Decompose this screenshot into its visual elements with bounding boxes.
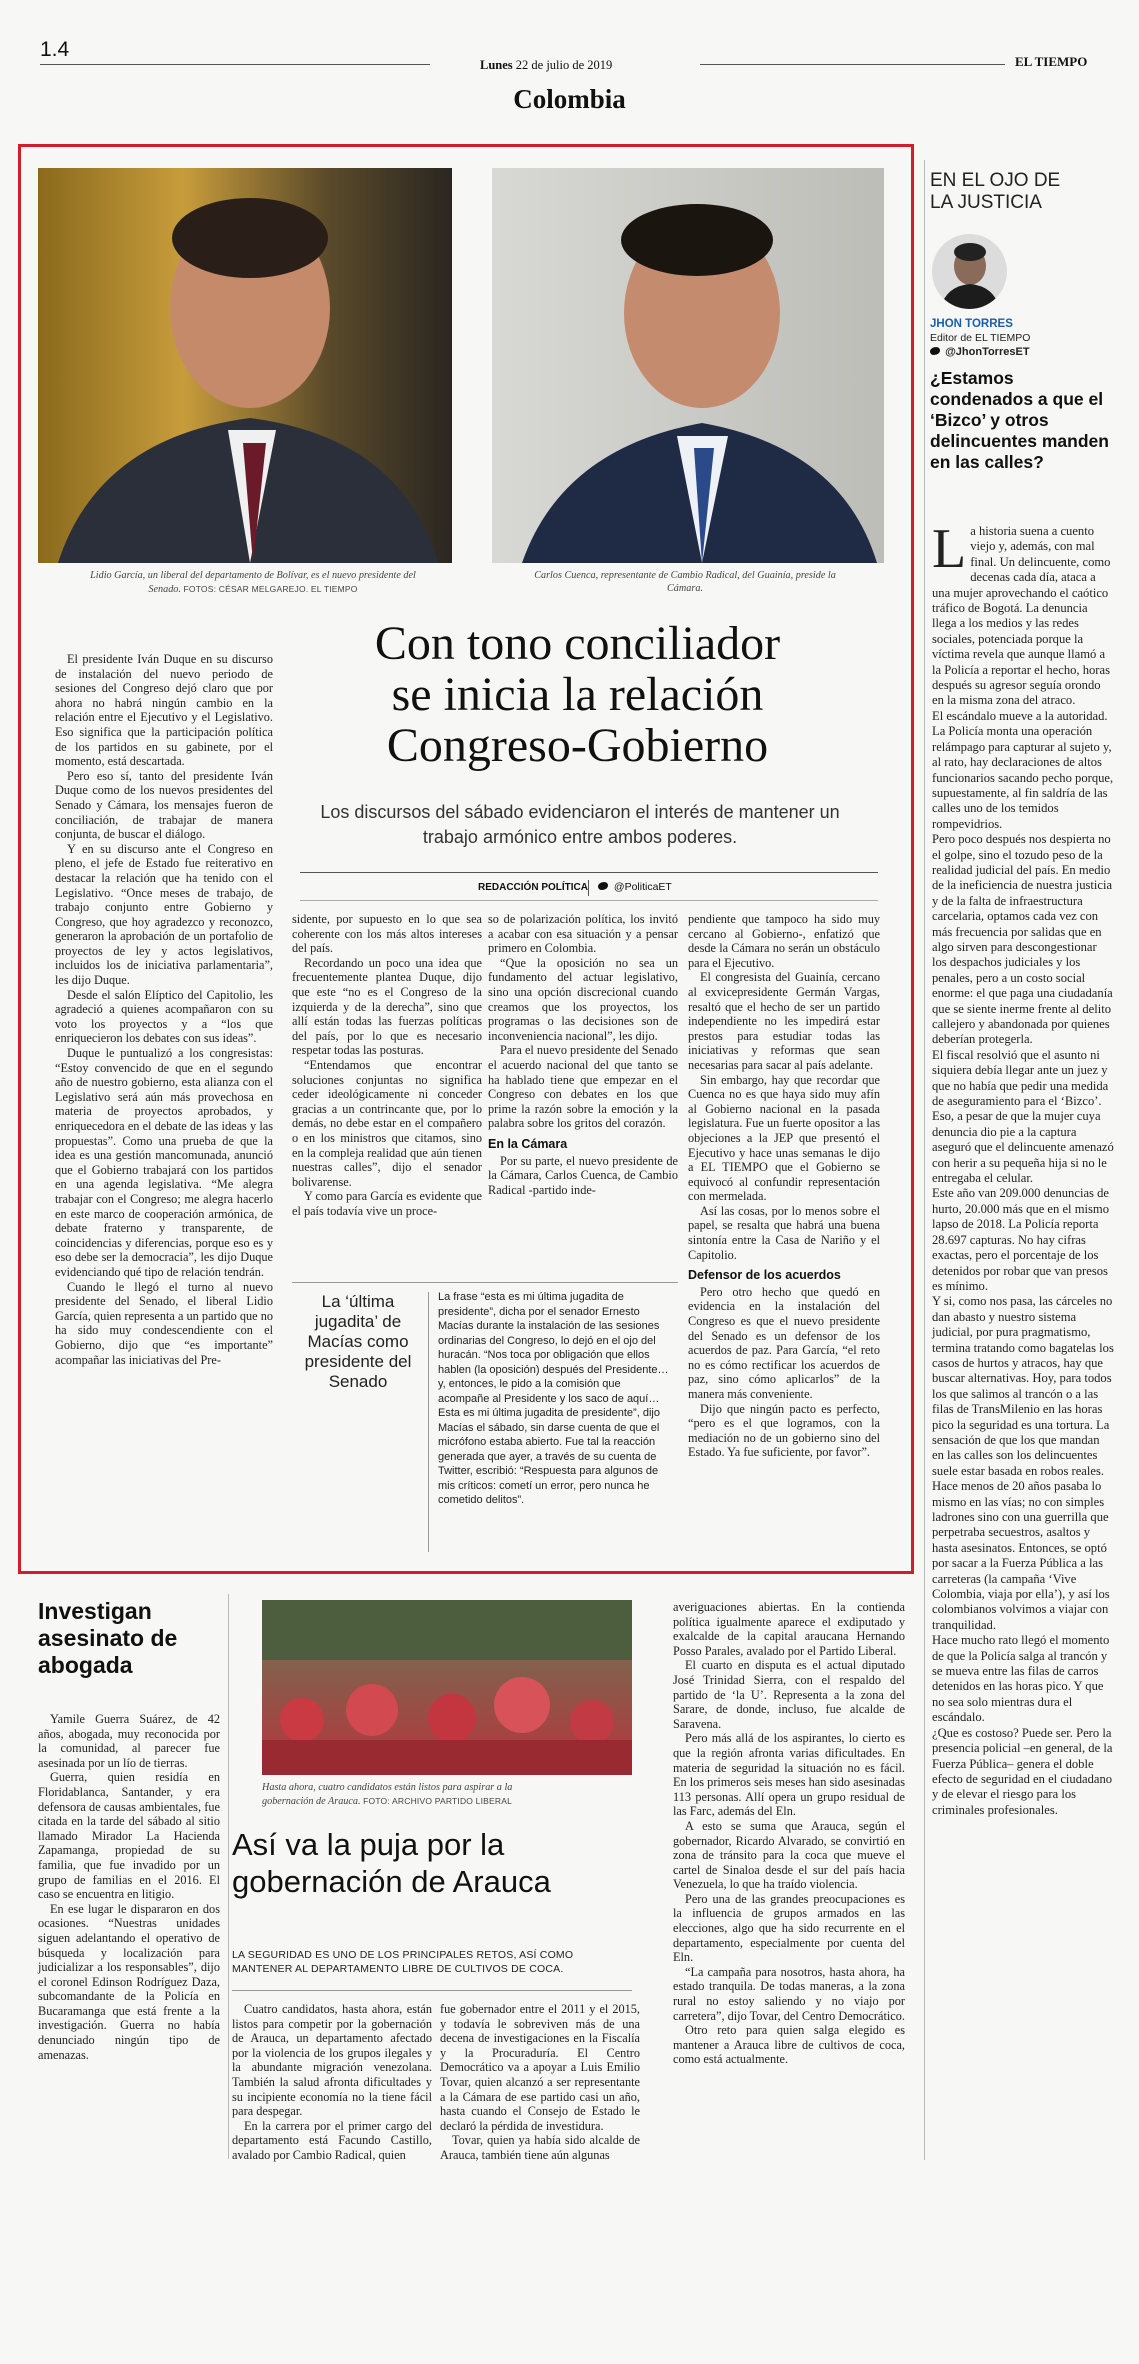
byline-rule-bottom — [300, 900, 878, 901]
pullquote-rule-top — [292, 1282, 678, 1283]
story3-column-2: fue gobernador entre el 2011 y el 2015, y todavía le sobreviven más de una decena de investigaciones en la Fiscalía y la Procuraduría. El Centro Democrático va a apoyar a Luis Emilio Tovar, quien alcanzó a ser representante a la Cámara de ese partido casi un año, hasta cuando el Consejo de Estado le declaró la pérdida de investidura. Tovar, quien ya había sido alcalde de Arauca, también tiene aún algunas — [440, 2002, 640, 2162]
columnist-role: Editor de EL TIEMPO — [930, 332, 1031, 344]
story3-column-1: Cuatro candidatos, hasta ahora, están listos para competir por la gobernación de Arauca, un departamento afectado por la violencia de los grupos ilegales y la abundante migración venezolana. También la salud afronta dificultades y su incipiente economía no la tiene fácil para despegar. En la carrera por el primer cargo del departamento está Facundo Castillo, avalado por Cambio Radical, quien — [232, 2002, 432, 2162]
story3-photo-credit: FOTO: ARCHIVO PARTIDO LIBERAL — [363, 1795, 513, 1806]
paper-name: EL TIEMPO — [1015, 54, 1088, 69]
masthead-rule-right — [700, 64, 1005, 65]
byline-divider — [588, 880, 589, 896]
byline-twitter[interactable]: @PoliticaET — [598, 881, 672, 893]
page-number: 1.4 — [40, 38, 70, 61]
main-deck: Los discursos del sábado evidenciaron el interés de mantener un trabajo armónico entre ambos poderes. — [320, 802, 840, 847]
main-headline: Con tono conciliador se inicia la relación Congreso-Gobierno — [374, 617, 781, 772]
main-column-3: so de polarización política, los invitó a acabar con esa situación y a pensar primero en Colombia. “Que la oposición no sea un fundamento del actuar legislativo, sino una opción discrecional cuando creamos que los proyectos, los programas o las decisiones son de inconveniencia nacional”, les dijo. Para el nuevo presidente del Senado el acuerdo nacional del que tanto se ha hablado tiene que empezar en el Congreso con debates en los que prime la razón sobre la emoción y la palabra sobre los gritos del corazón. En la Cámara Por su parte, el nuevo presidente de la Cámara, Carlos Cuenca, de Cambio Radical -partido inde- — [488, 912, 678, 1197]
column-headline: ¿Estamos condenados a que el ‘Bizco’ y otros delincuentes manden en las calles? — [930, 368, 1109, 472]
dropcap: L — [932, 518, 967, 580]
story2-body: Yamile Guerra Suárez, de 42 años, abogada, muy reconocida por la comunidad, al parecer fue asesinada por un lío de tierras. Guerra, quien residía en Floridablanca, Santander, y era defensora de causas ambientales, fue citada en la tarde del sábado al sitio llamado Mirador La Hacienda Zapamanga, propiedad de su familia, que fue invadido por un grupo de familias en el 2016. El caso se encuentra en litigio. En ese lugar le dispararon en dos ocasiones. “Nuestras unidades siguen adelantando el operativo de búsqueda y localización para judicializar a los responsables”, dijo el coronel Edinson Rodríguez Daza, subcomandante de la Policía en Bucaramanga que está frente a la investigación. Guerra no había denunciado ningún tipo de amenazas. — [38, 1712, 220, 2062]
pullquote-title: La ‘última jugadita’ de Macías como presidente del Senado — [304, 1292, 412, 1391]
portrait-icon — [38, 168, 452, 563]
photo-right-caption: Carlos Cuenca, representante de Cambio Radical, del Guainía, preside la Cámara. — [534, 570, 836, 594]
masthead-rule-left — [40, 64, 430, 65]
columnist-twitter[interactable]: @JhonTorresET — [930, 346, 1030, 358]
story3-deck-rule — [232, 1990, 632, 1991]
issue-date — [480, 58, 612, 73]
twitter-bird-icon — [930, 347, 940, 355]
avatar-portrait-icon — [932, 234, 1007, 309]
byline-author: REDACCIÓN POLÍTICA — [478, 882, 588, 893]
story3-photo-caption: Hasta ahora, cuatro candidatos están listos para aspirar a la gobernación de Arauca. FOTO: ARCHIVO PARTIDO LIBERAL — [262, 1782, 513, 1807]
column-body: L a historia suena a cuento viejo y, además, con mal final. Un delincuente, como decenas cada día, ataca a una mujer aprovechando el caótico tráfico de Bogotá. La denuncia llega a los medios y las redes sociales, potenciada porque la víctima revela que aunque llamó a la Policía a reportar el hecho, horas después su agresor seguía orondo en la misma zona del atraco. El escándalo mueve a la autoridad. La Policía monta una operación relámpago para capturar al sujeto y, al rato, hay declaraciones de altos funcionarios sacando pecho porque, supuestamente, al fin saldría de las calles uno de los temidos rompevidrios. Pero poco después nos despierta no el golpe, sino el tozudo peso de la realidad judicial del país. En medio de la ineficiencia de nuestra justicia y de la falta de infraestructura carcelaria, optamos cada vez con más frecuencia por salidas que en algo sirven para descongestionar los despachos judiciales y los penales, pero a un costo social enorme: el que paga una ciudadanía que se siente inerme frente al delito callejero y abandonada por quienes deberían protegerla. El fiscal resolvió que el asunto ni siquiera debía llegar ante un juez y que no había que pedir una medida de aseguramiento para el ‘Bizco’. Eso, a pesar de que la mujer cuya denuncia dio pie a la captura aseguró que el delincuente amenazó con herir a su pequeña hija si no le entregaba el celular. Este año van 209.000 denuncias de hurto, 20.000 más que en el mismo lapso de 2018. La Policía reporta 28.697 capturas. No hay cifras exactas, pero el porcentaje de los detenidos por robar que van presos es mínimo. Y si, como nos pasa, las cárceles no dan abasto y nuestro sistema judicial, por pura pragmatismo, termina tratando como bagatelas los casos de hurtos y atracos, hay que buscar alternativas. Hoy, para todos los que salimos al trancón o a las filas de TransMilenio en las horas pico la seguridad es una tortura. La sensación de que los que mandan en las calles son los delincuentes suele estar basada en robos reales. Hace menos de 20 años pasaba lo mismo en las vías; no con simples ladrones sino con una guerrilla que perpetraba secuestros, asaltos y hasta asesinatos. Entonces, se optó por sacar a la Fuerza Pública a las carreteras (la campaña ‘Vive Colombia, viaja por ella’), y así los colombianos volvimos a viajar con tranquilidad. Hace mucho rato llegó el momento de que la Policía salga al trancón y se mueva entre las filas de carros detenidos en las horas pico. Y que no sea solo mientras dura el escándalo. ¿Que es costoso? Puede ser. Pero la presencia policial –en general, de la Fuerza Pública– genera el doble efecto de seguridad en el ciudadano y de elevar el riesgo para los criminales profesionales. — [932, 518, 1114, 1817]
main-column-1: El presidente Iván Duque en su discurso de instalación del nuevo periodo de sesiones del Congreso dejó claro que por ahora no habrá ningún cambio en la relación entre el Ejecutivo y el Legislativo. Eso significa que la participación política de los partidos en su gabinete, por el momento, está descartada. Pero eso sí, tanto del presidente Iván Duque como de los nuevos presidentes del Senado y Cámara, los mensajes fueron de conciliación, de trabajar de manera conjunta, de buscar el diálogo. Y en su discurso ante el Congreso en pleno, el jefe de Estado fue reiterativo en destacar la relación que ha tenido con el Legislativo. “Once meses de trabajo, de trabajo conjunto entre Gobierno y Congreso, que hoy agradezco y reconozco, generaron la aprobación de un portafolio de proyectos de ley y actos legislativos, incluidos los de iniciativa parlamentaria”, les dijo Duque. Desde el salón Elíptico del Capitolio, les agradeció a quienes acompañaron con su voto los proyectos y a “los que enriquecieron los debates con sus ideas”. Duque le puntualizó a los congresistas: “Estoy convencido de que en el segundo año de nuestro gobierno, esta alianza con el Legislativo será aún más provechosa en materia de proyectos aprobados, y enriquecedora en el debate de las ideas y las propuestas”. Como una prueba de que la idea es una gestión mancomunada, anunció que el Gobierno trabajará con los partidos en una agenda legislativa. “Me alegra trabajar con el Congreso; me alegra hacerlo en este marco de cooperación armónica, de debate fraterno y transparente, de coincidencias y diferencias, porque eso es y eso debe ser la democracia”, les dijo Duque evidenciando qué tipo de relación tendrán. Cuando le llegó el turno al nuevo presidente del Senado, el liberal Lidio García, quien representa a un partido que no ha sido muy condescendiente con el Gobierno, dijo que “es importante” acompañar las iniciativas del Pre- — [55, 652, 273, 1367]
story2-headline: Investigan asesinato de abogada — [38, 1598, 178, 1678]
subhead-camara: En la Cámara — [488, 1136, 568, 1151]
date-day: Lunes — [480, 58, 513, 72]
photo-carlos-cuenca — [492, 168, 884, 563]
byline — [478, 882, 588, 893]
main-column-4: pendiente que tampoco ha sido muy cercano al Gobierno-, enfatizó que desde la Cámara no serán un obstáculo para el Ejecutivo. El congresista del Guainía, cercano al exvicepresidente Germán Vargas, resaltó que el hecho de ser un partido independiente no les impedirá estar prestos para estudiar todas las iniciativas y reformas que sean necesarias para sacar al país adelante. Sin embargo, hay que recordar que Cuenca no es que haya sido muy afín al Gobierno nacional en la pasada legislatura. Fue un fuerte opositor a las objeciones a la JEP que presentó el Ejecutivo y hace unas semanas le dijo a EL TIEMPO que el Gobierno se equivocó al confundir representación con mermelada. Así las cosas, por lo menos sobre el papel, se resalta que habrá una buena sintonía entre la Casa de Nariño y el Capitolio. Defensor de los acuerdos Pero otro hecho que quedó en evidencia en la instalación del Congreso es que el nuevo presidente del Senado es un defensor de los acuerdos de paz. Para García, “el reto no es cómo rectificar los acuerdos de paz, sino cómo aplicarlos” de la manera más conveniente. Dijo que ningún pacto es perfecto, “pero es el que logramos, con la mediación no de un gobierno sino del Estado. Ya fue suficiente, por favor”. — [688, 912, 880, 1460]
columnist-avatar — [932, 234, 1007, 309]
portrait-icon — [492, 168, 884, 563]
twitter-bird-icon — [598, 882, 608, 890]
section-title: Colombia — [513, 84, 626, 114]
crowd-photo-icon — [262, 1600, 632, 1775]
story2-divider — [228, 1594, 229, 2159]
main-column-2: sidente, por supuesto en lo que sea coherente con los más altos intereses del país. Recordando un poco una idea que frecuentemente plantea Duque, dijo que este “no es el Congreso de la izquierda y de la derecha”, sino que allí están todas las fuerzas políticas del país, por lo que es necesario respetar todas las posturas. “Entendamos que encontrar soluciones conjuntas no significa ceder ideológicamente ni conceder gracias a un contrincante que, por lo demás, no debe estar en el compañero o en los ministros que citamos, sino en la compleja realidad que aún tienen nuestras calles”, dijo el senador bolivarense. Y como para García es evidente que el país todavía vive un proce- — [292, 912, 482, 1218]
columnist-name: JHON TORRES — [930, 318, 1013, 330]
story3-headline: Así va la puja por la gobernación de Arauca — [232, 1827, 551, 1899]
story3-deck: LA SEGURIDAD ES UNO DE LOS PRINCIPALES RETOS, ASÍ COMO MANTENER AL DEPARTAMENTO LIBRE DE CULTIVOS DE COCA. — [232, 1949, 574, 1975]
byline-rule — [300, 872, 878, 873]
sidebar-kicker: EN EL OJO DE LA JUSTICIA — [930, 170, 1061, 213]
story3-column-3: averiguaciones abiertas. En la contienda política igualmente aparece el exdiputado y exalcalde de la capital araucana Hernando Posso Parales, avalado por el Partido Liberal. El cuarto en disputa es el actual diputado José Trinidad Sierra, con el respaldo del partido de ‘la U’. Representa a la zona del Sarare, de donde, incluso, fue alcalde de Saravena. Pero más allá de los aspirantes, lo cierto es que la región afronta varias dificultades. En materia de seguridad la situación no es fácil. En los primeros seis meses han sido asesinadas 113 personas. Allí opera un grupo residual de las Farc, además del Eln. A esto se suma que Arauca, según el gobernador, Ricardo Alvarado, se convirtió en zona de tránsito para la coca que mueve el cartel de Sinaloa desde el sur del país hacia Venezuela, lo que ha traído violencia. Pero una de las grandes preocupaciones es la influencia de grupos armados en las elecciones, algo que ha sido recurrente en el departamento, especialmente por cuenta del Eln. “La campaña para nosotros, hasta ahora, ha estado tranquila. De todas maneras, a la zona rural no estoy saliendo y no viajo por carretera”, dijo Tovar, del Centro Democrático. Otro reto para quien salga elegido es mantener a Arauca libre de cultivos de coca, como está actualmente. — [673, 1600, 905, 2067]
photo-left-caption: Lidio García, un liberal del departamento de Bolívar, es el nuevo presidente del Senado. FOTOS: CÉSAR MELGAREJO. EL TIEMPO — [90, 570, 416, 595]
pullquote-divider — [428, 1292, 429, 1552]
pullquote-text: La frase “esta es mi última jugadita de presidente”, dicha por el senador Ernesto Macías durante la instalación de las sesiones ordinarias del Congreso, lo dejó en el ojo del huracán. “Nos toca por obligación que ellos hablen (la oposición) después del Presidente… y, entonces, le pido a la comisión que acompañe al Presidente y los saco de aquí… Esta es mi última jugadita de presidente”, dijo Macías el sábado, sin darse cuenta de que el micrófono estaba abierto. Fue tal la reacción generada que ayer, a través de su cuenta de Twitter, escribió: “Respuesta para algunos de mis críticos: cometí un error, pero nunca he cometido delitos”. — [438, 1291, 669, 1506]
photo-lidio-garcia — [38, 168, 452, 563]
photo-left-credit: FOTOS: CÉSAR MELGAREJO. EL TIEMPO — [183, 583, 358, 594]
subhead-defensor: Defensor de los acuerdos — [688, 1268, 841, 1283]
sidebar-divider — [924, 160, 925, 2160]
date-rest: 22 de julio de 2019 — [515, 58, 613, 72]
photo-arauca-rally — [262, 1600, 632, 1775]
